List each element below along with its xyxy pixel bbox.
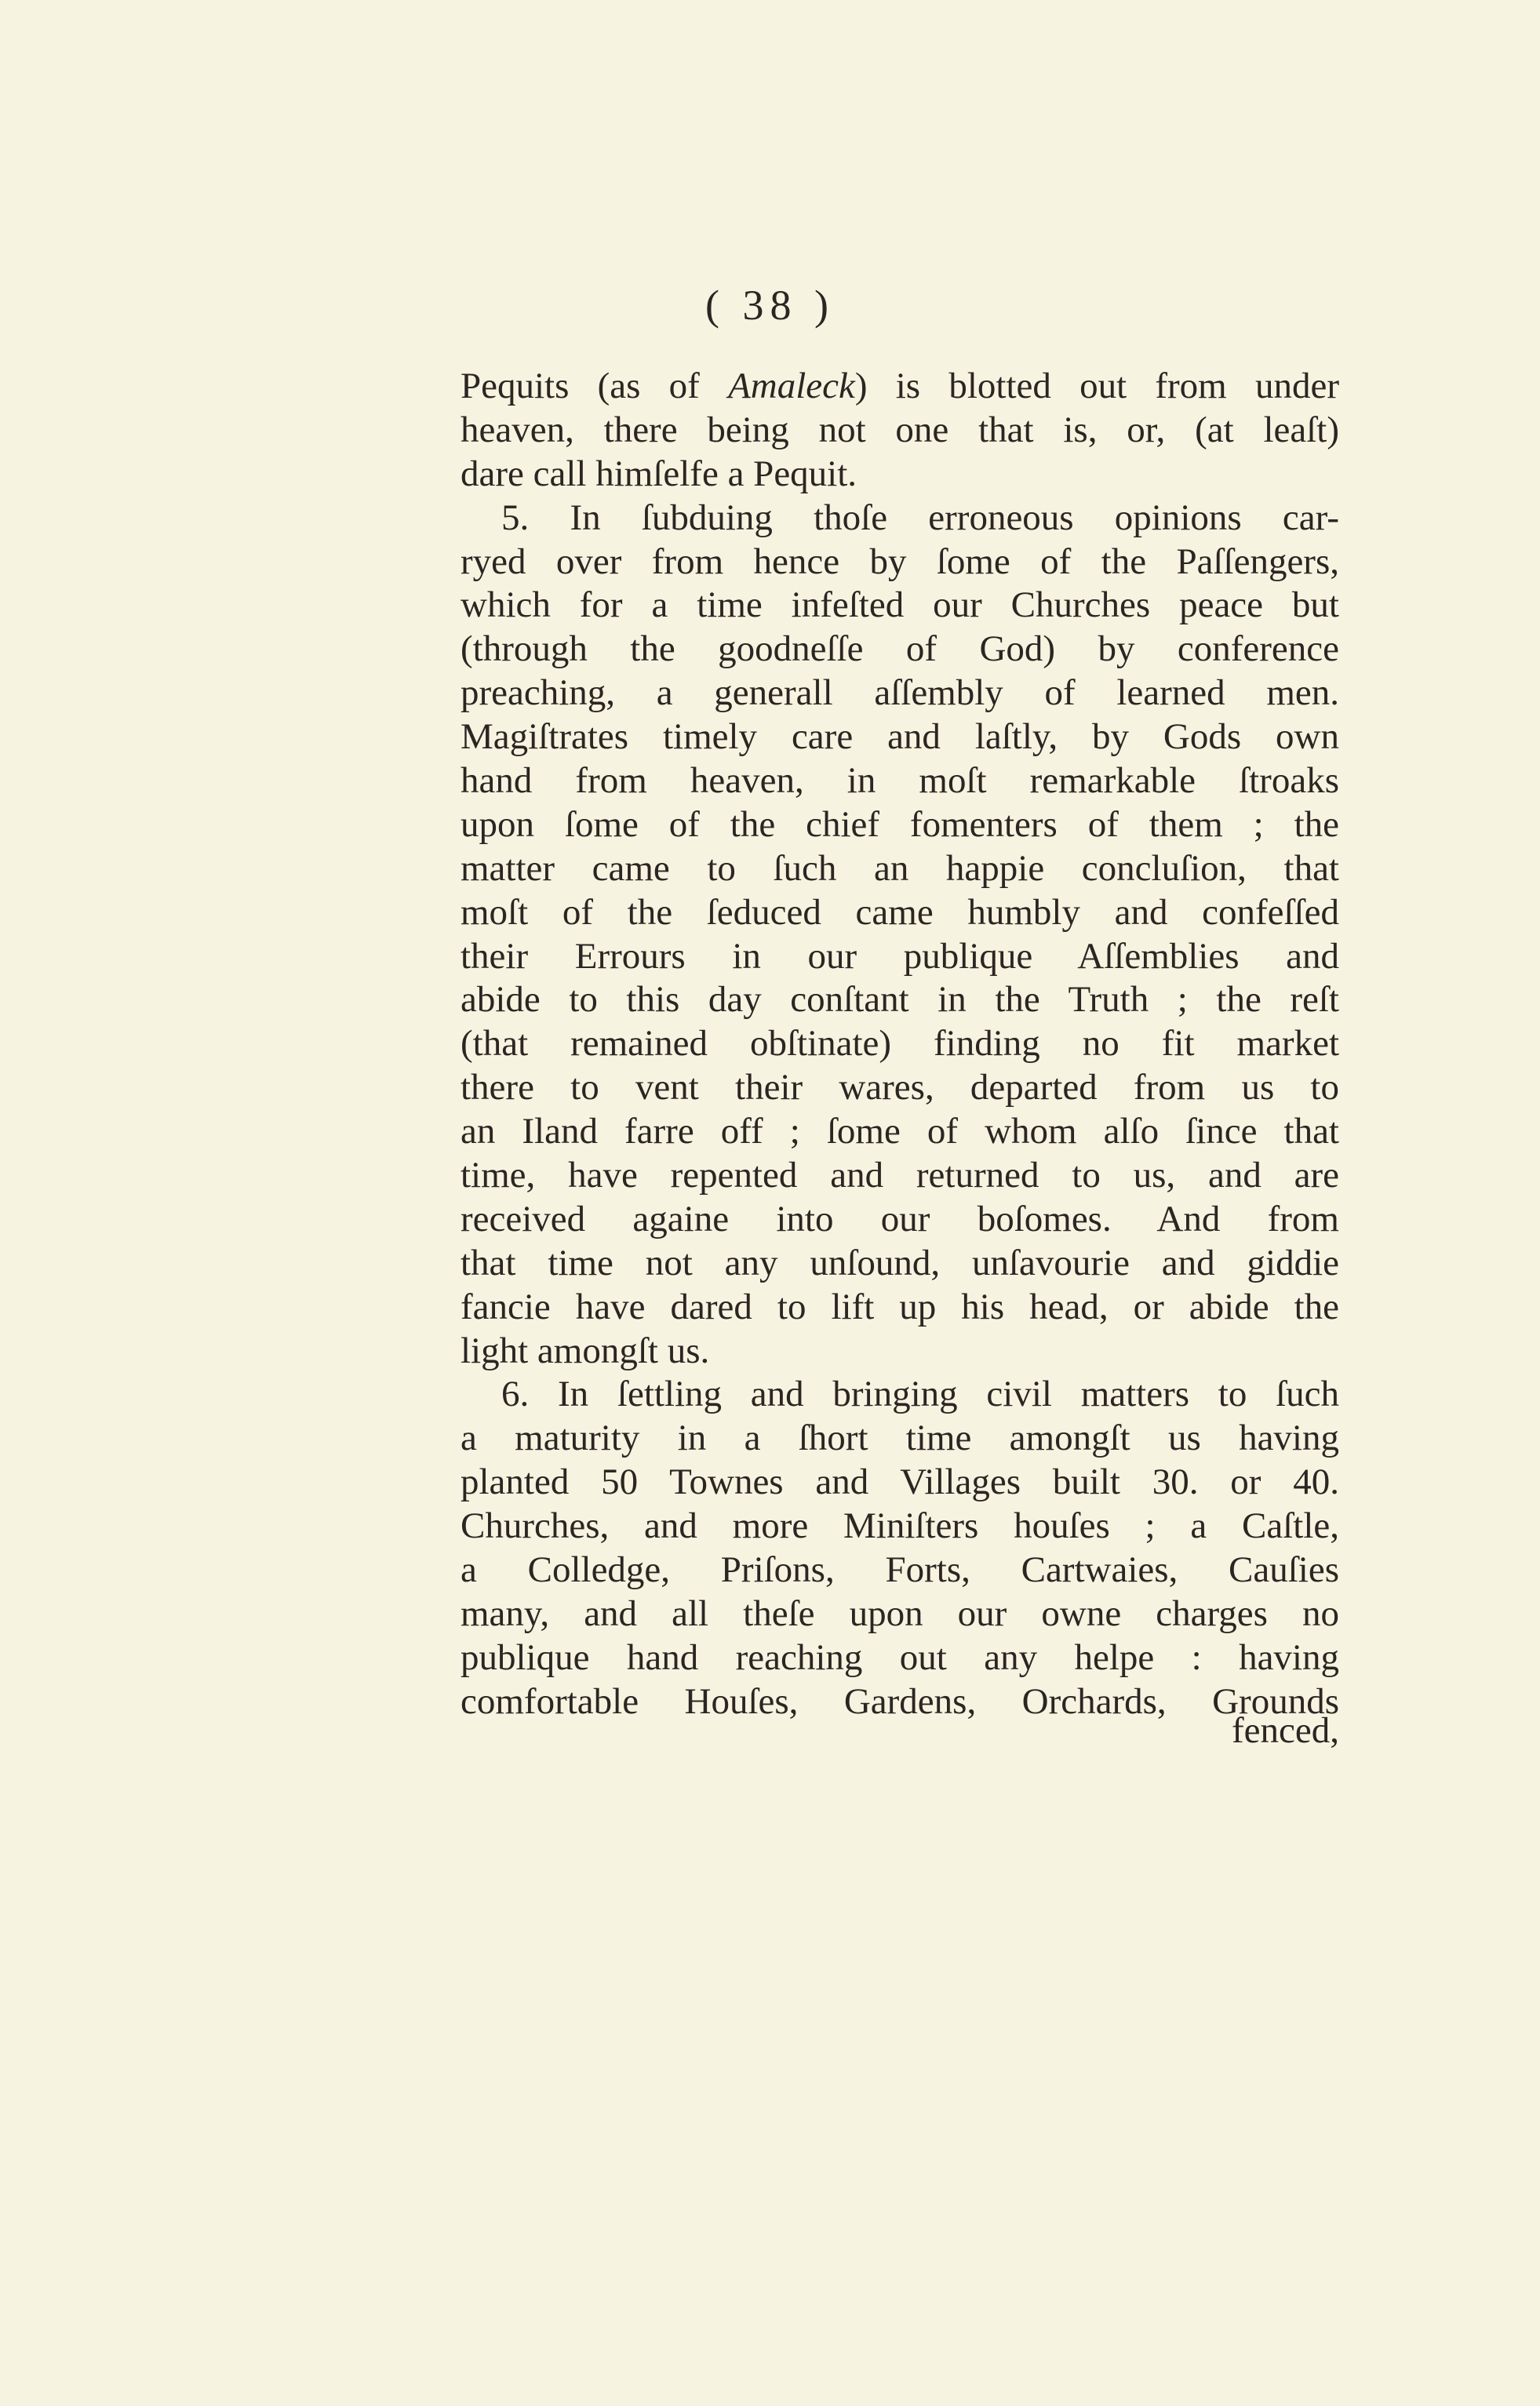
text-line: moſt of the ſeduced came humbly and confeſſed: [461, 891, 1339, 933]
text-line: comfortable Houſes, Gardens, Orchards, Grounds: [461, 1680, 1339, 1722]
catchword: fenced,: [1232, 1710, 1339, 1751]
page-number: ( 38 ): [705, 282, 835, 329]
text-line: received againe into our boſomes. And from: [461, 1198, 1339, 1239]
text-line: (through the goodneſſe of God) by conference: [461, 628, 1339, 670]
body-text: [461, 365, 1339, 1724]
text-line: publique hand reaching out any helpe : having: [461, 1636, 1339, 1678]
text-line: planted 50 Townes and Villages built 30. or 40.: [461, 1461, 1339, 1503]
text-line: Magiſtrates timely care and laſtly, by Gods own: [461, 716, 1339, 758]
text-line: a Colledge, Priſons, Forts, Cartwaies, Cauſies: [461, 1549, 1339, 1591]
italic-name: Amaleck: [728, 366, 855, 406]
text-line: preaching, a generall aſſembly of learned men.: [461, 672, 1339, 714]
text-line: matter came to ſuch an happie concluſion, that: [461, 847, 1339, 889]
text-line: 6. In ſettling and bringing civil matters to ſuch: [501, 1374, 1339, 1415]
text-line: ryed over from hence by ſome of the Paſſengers,: [461, 541, 1339, 582]
text-line: abide to this day conſtant in the Truth ; the reſt: [461, 979, 1339, 1021]
text-line: heaven, there being not one that is, or, (at leaſt): [461, 409, 1339, 450]
text-line: a maturity in a ſhort time amongſt us having: [461, 1418, 1339, 1459]
text-line: hand from heaven, in moſt remarkable ſtroaks: [461, 760, 1339, 802]
text-line: an Iland farre off ; ſome of whom alſo ſince that: [461, 1111, 1339, 1152]
text-line: fancie have dared to lift up his head, or abide the: [461, 1286, 1339, 1327]
text-line: (that remained obſtinate) finding no fit market: [461, 1023, 1339, 1065]
text-line: their Errours in our publique Aſſemblies and: [461, 935, 1339, 977]
text-line: which for a time infeſted our Churches peace but: [461, 584, 1339, 626]
text-line: light amongſt us.: [461, 1330, 710, 1371]
text-line: time, have repented and returned to us, and are: [461, 1155, 1339, 1196]
text-line: Pequits (as of Amaleck) is blotted out from under: [461, 366, 1339, 406]
text-line: dare call himſelfe a Pequit.: [461, 453, 857, 494]
text-line: many, and all theſe upon our owne charges no: [461, 1592, 1339, 1634]
text-line: that time not any unſound, unſavourie and giddie: [461, 1242, 1339, 1283]
text-line: upon ſome of the chief fomenters of them ; the: [461, 803, 1339, 845]
text-line: 5. In ſubduing thoſe erroneous opinions car-: [501, 497, 1339, 538]
text-line: Churches, and more Miniſters houſes ; a Caſtle,: [461, 1505, 1339, 1547]
text-line: there to vent their wares, departed from us to: [461, 1067, 1339, 1108]
